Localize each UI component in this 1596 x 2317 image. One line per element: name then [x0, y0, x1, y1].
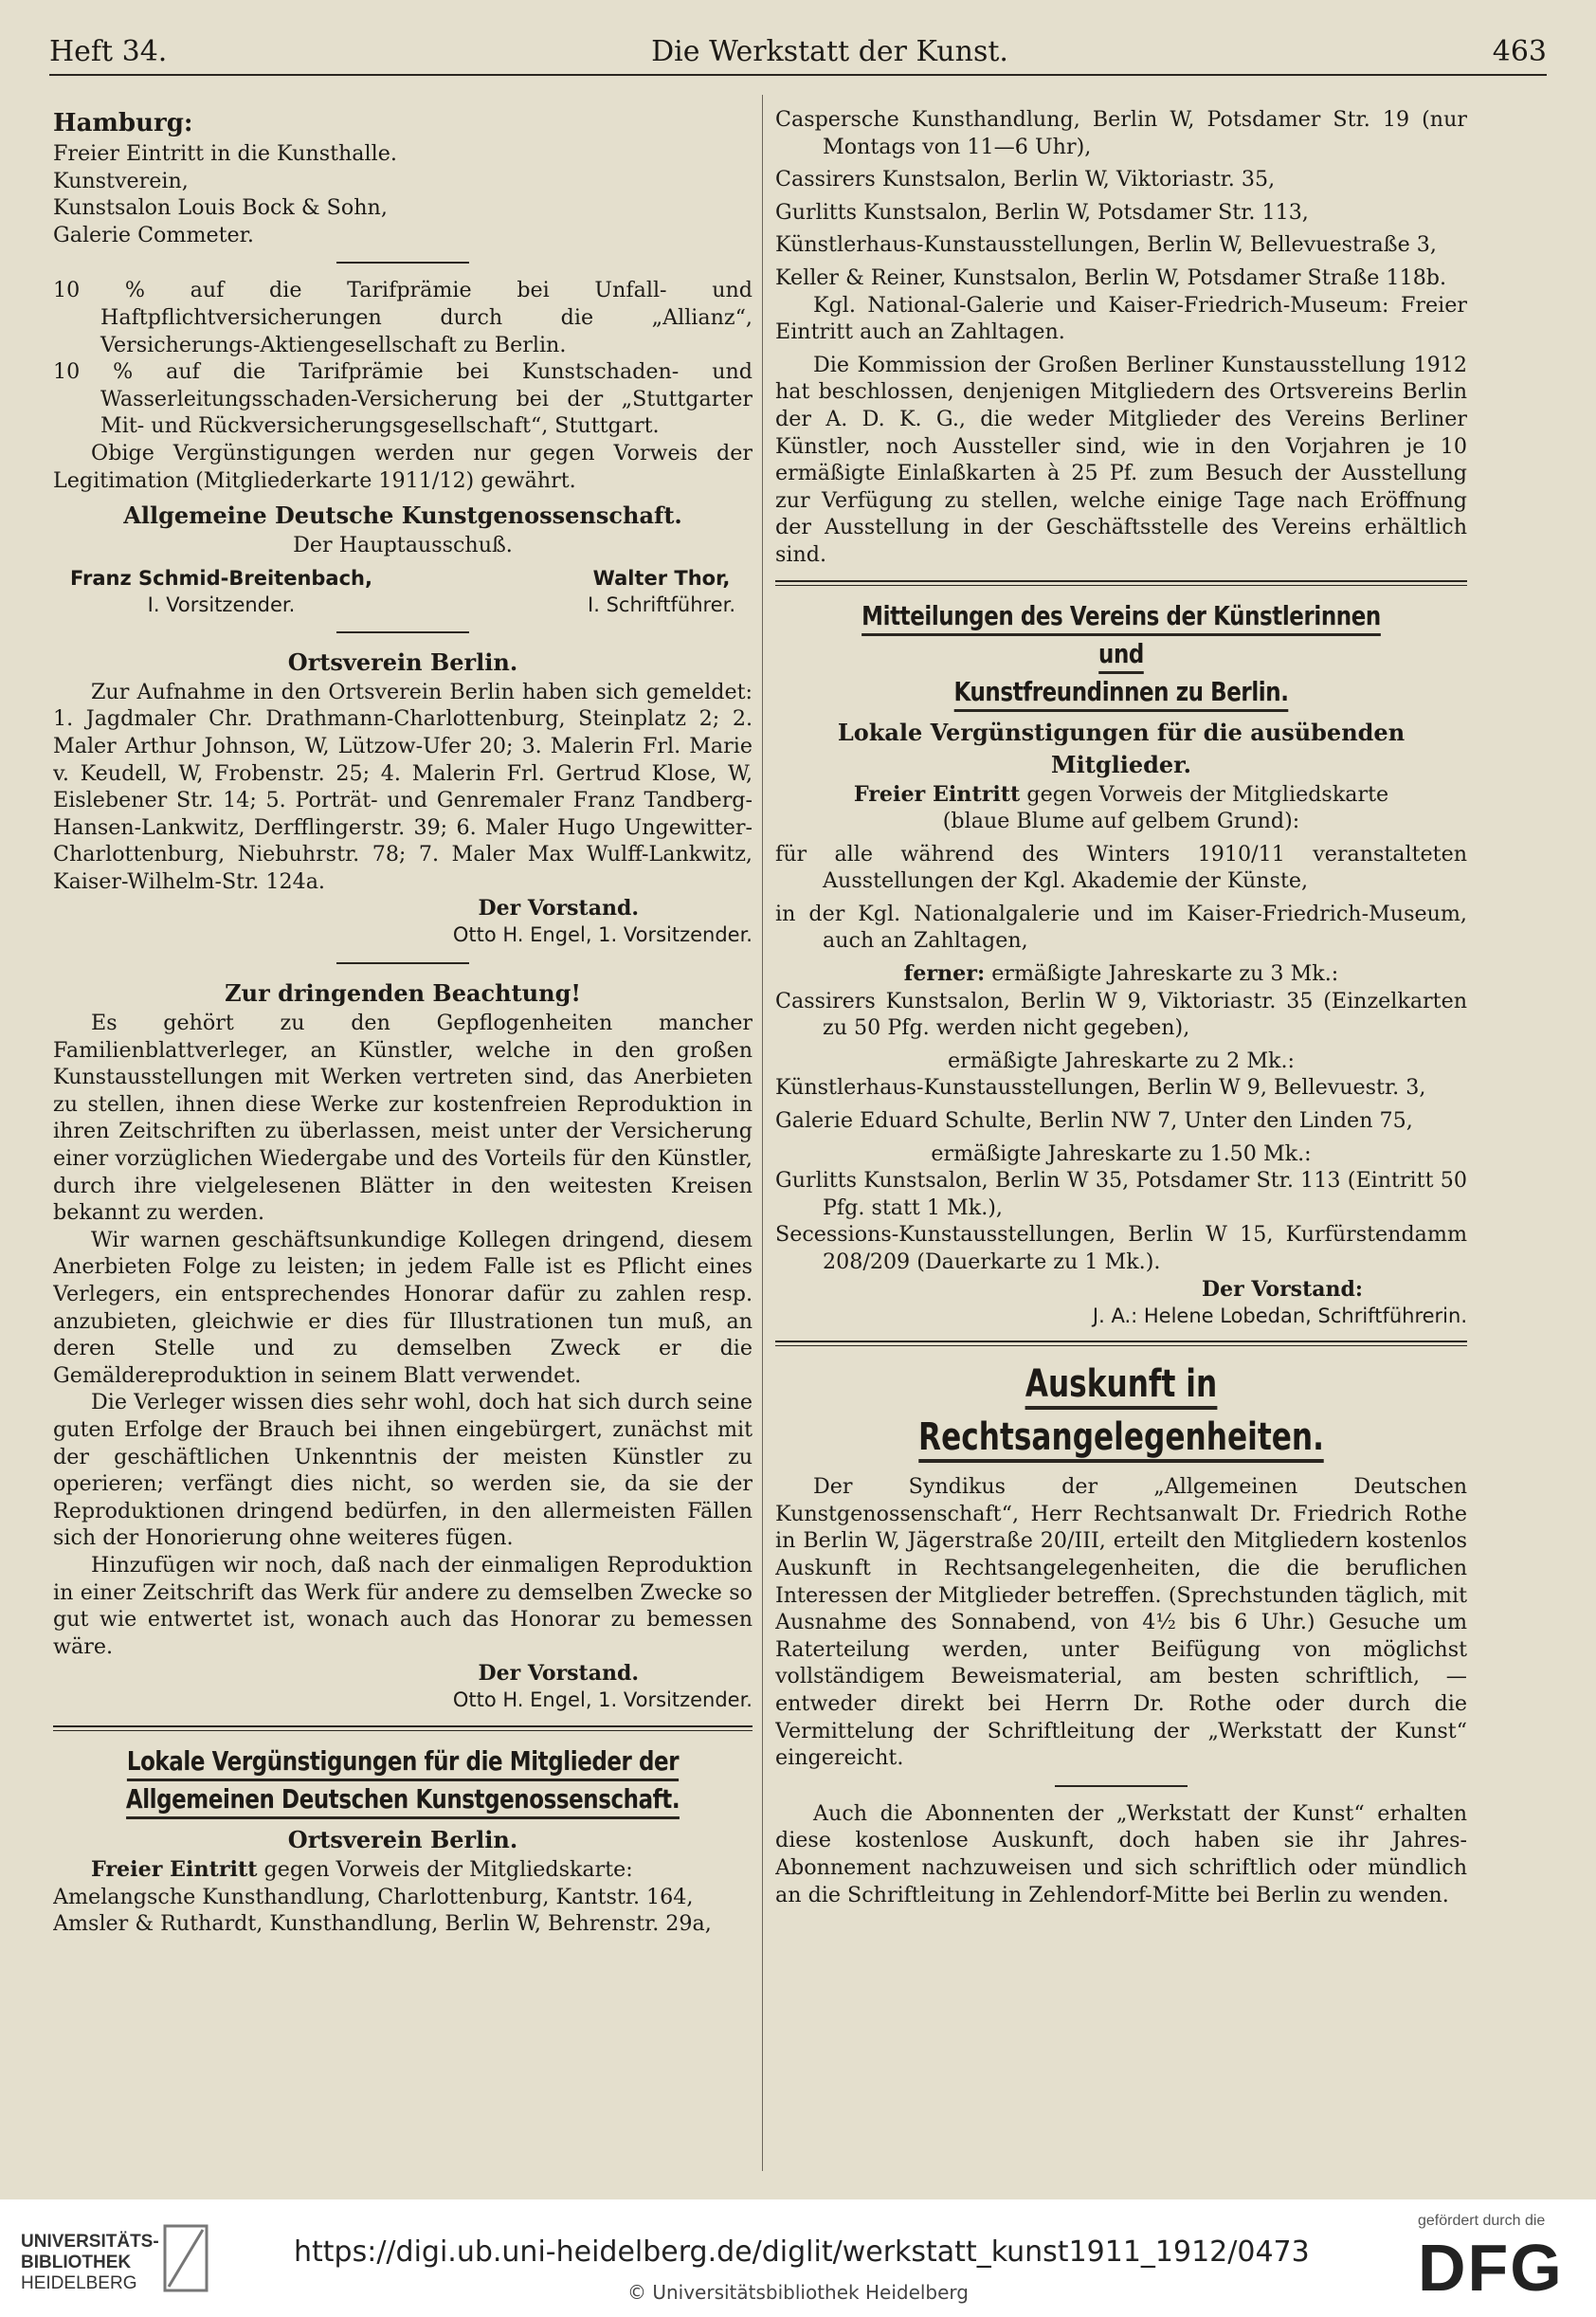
- auskunft-title: Auskunft in Rechtsangelegenheiten.: [851, 1358, 1390, 1464]
- vorstand-signature: Der Vorstand:: [1202, 1276, 1363, 1302]
- vorstand-signature: Der Vorstand.: [478, 896, 639, 921]
- hamburg-heading: Hamburg:: [53, 109, 193, 137]
- mitteilungen-title: Kunstfreundinnen zu Berlin.: [838, 673, 1406, 711]
- vorstand-signature: Der Vorstand.: [478, 1661, 639, 1687]
- amelang-entry: Amelangsche Kunsthandlung, Charlottenburg, Kantstr. 164,: [53, 1884, 694, 1909]
- ortsverein-members: Zur Aufnahme in den Ortsverein Berlin haben sich gemeldet: 1. Jagdmaler Chr. Drathmann-Charlottenburg, Steinplatz 2; 2. Maler Arthur Johnson, W, Lützow-Ufer 20; 3. Malerin Frl. Marie v. Keudell, W, Frobenstr. 25; 4. Malerin Frl. Gertrud Klose, W, Eislebener Str. 14; 5. Porträt- und Genremaler Franz Tandberg-Hansen-Lankwitz, Derfflingerstr. 39; 6. Maler Hugo Ungewitter-Charlottenburg, Niebuhrstr. 78; 7. Maler Max Wulff-Lankwitz, Kaiser-Wilhelm-Str. 124a.: [53, 679, 753, 894]
- winter-entry: für alle während des Winters 1910/11 veranstalteten Ausstellungen der Kgl. Akademie der Künste,: [775, 841, 1467, 894]
- ferner-line: ferner: ermäßigte Jahreskarte zu 3 Mk.:: [903, 961, 1339, 987]
- kuenstlerhaus-entry: Künstlerhaus-Kunstausstellungen, Berlin W 9, Bellevuestr. 3,: [775, 1075, 1426, 1101]
- schulte-entry: Galerie Eduard Schulte, Berlin NW 7, Unter den Linden 75,: [775, 1108, 1413, 1134]
- beachtung-paragraph: Hinzufügen wir noch, daß nach der einmaligen Reproduktion in einer Zeitschrift das Werk für andere zu demselben Zwecke so gut wie entwertet ist, wonach auch das Honorar zu bemessen wäre.: [53, 1552, 753, 1659]
- casper-entry: Caspersche Kunsthandlung, Berlin W, Potsdamer Str. 19 (nur Montags von 11—6 Uhr),: [775, 107, 1467, 159]
- running-header: [49, 34, 1547, 76]
- signature-name: Franz Schmid-Breitenbach,: [70, 566, 372, 590]
- kuenstlerhaus-entry: Künstlerhaus-Kunstausstellungen, Berlin W, Bellevuestraße 3,: [775, 232, 1437, 258]
- university-library-logo: UNIVERSITÄTS- BIBLIOTHEK HEIDELBERG: [21, 2232, 159, 2293]
- engel-signature: Otto H. Engel, 1. Vorsitzender.: [452, 923, 753, 947]
- section-rule: [53, 1725, 753, 1731]
- issue-number: Heft 34.: [49, 35, 168, 68]
- lokale-heading: Lokale Vergünstigungen für die ausübenden Mitglieder.: [837, 718, 1406, 778]
- section-rule: [775, 580, 1467, 586]
- lokale-title: Lokale Vergünstigungen für die Mitglieder der: [116, 1742, 689, 1780]
- right-column: [775, 106, 1467, 1908]
- beachtung-paragraph: Wir warnen geschäftsunkundige Kollegen dringend, diesem Anerbieten Folge zu leisten; in jedem Falle ist es Pflicht eines Verlegers, ein entsprechendes Honorar dafür zu zahlen resp. anzubieten, gleichwie er dies für Illustrationen tun muß, an deren Stelle und zu demselben Zweck er die Gemäldereproduktion in seinem Blatt verwendet.: [53, 1227, 753, 1388]
- engel-signature: Otto H. Engel, 1. Vorsitzender.: [452, 1688, 753, 1712]
- signatures: [53, 565, 753, 618]
- ermaessigt-line: ermäßigte Jahreskarte zu 2 Mk.:: [947, 1048, 1296, 1073]
- permalink-url[interactable]: https://digi.ub.uni-heidelberg.de/diglit/werkstatt_kunst1911_1912/0473: [294, 2235, 1310, 2269]
- lokale-title: Allgemeinen Deutschen Kunstgenossenschaft.: [116, 1780, 689, 1818]
- separator: [336, 262, 469, 264]
- separator: [336, 962, 469, 964]
- freier-eintritt-line: Freier Eintritt gegen Vorweis der Mitgliedskarte:: [91, 1856, 633, 1882]
- separator: [336, 631, 469, 633]
- nationalgalerie-entry: in der Kgl. Nationalgalerie und im Kaiser-Friedrich-Museum, auch an Zahltagen,: [775, 901, 1467, 954]
- separator: [1055, 1785, 1188, 1787]
- beachtung-paragraph: Es gehört zu den Gepflogenheiten mancher Familienblattverleger, an Künstler, welche in den großen Kunstausstellungen mit Werken vertreten sind, das Anerbieten zu stellen, ihnen diese Werke zur kostenfreien Reproduktion in ihren Zeitschriften zu überlassen, meist unter der Versicherung einer vorzüglichen Wiedergabe und des Vorteils für den Künstler, durch ihre vielgelesenen Blätter in den weitesten Kreisen bekannt zu werden.: [53, 1011, 753, 1226]
- dfg-note: gefördert durch die: [1418, 2213, 1546, 2229]
- gurlitt-entry: Gurlitts Kunstsalon, Berlin W, Potsdamer Str. 113,: [775, 199, 1309, 225]
- auskunft-paragraph: Auch die Abonnenten der „Werkstatt der Kunst“ erhalten diese kostenlose Auskunft, doch haben sie ihr Jahres-Abonnement nachzuweisen und sich schriftlich oder mündlich an die Schriftleitung in Zehlendorf-Mitte bei Berlin zu wenden.: [775, 1800, 1467, 1907]
- ermaessigt-line: ermäßigte Jahreskarte zu 1.50 Mk.:: [931, 1140, 1312, 1166]
- beachtung-paragraph: Die Verleger wissen dies sehr wohl, doch hat sich durch seine guten Erfolge der Brauch bei ihnen eingebürgert, zunächst mit der geschäftlichen Unkenntnis der meisten Künstler zu operieren; verfängt dies nicht, so werden sie, da sie der Reproduktionen dringend bedürfen, in den allermeisten Fällen sich der Honorierung ohne weiteres fügen.: [53, 1390, 753, 1551]
- lobedan-signature: J. A.: Helene Lobedan, Schriftführerin.: [1092, 1304, 1467, 1327]
- dfg-logo: DFG: [1418, 2231, 1564, 2305]
- left-column: [53, 106, 753, 1938]
- cassirer-entry: Cassirers Kunstsalon, Berlin W 9, Viktoriastr. 35 (Einzelkarten zu 50 Pfg. werden nicht gegeben),: [775, 988, 1467, 1041]
- freier-eintritt-sub: (blaue Blume auf gelbem Grund):: [942, 809, 1300, 834]
- column-divider: [762, 95, 763, 2171]
- viewer-footer: [0, 2199, 1596, 2317]
- signature-role: I. Vorsitzender.: [147, 593, 296, 616]
- freier-eintritt-line: Freier Eintritt gegen Vorweis der Mitgliedskarte: [853, 781, 1389, 807]
- nationalgalerie-entry: Kgl. National-Galerie und Kaiser-Friedrich-Museum: Freier Eintritt auch an Zahltagen.: [775, 292, 1467, 345]
- hamburg-list: Freier Eintritt in die Kunsthalle. Kunstverein, Kunstsalon Louis Bock & Sohn, Galerie Commeter.: [53, 141, 397, 247]
- allianz-text: 10 % auf die Tarifprämie bei Unfall- und Haftpflichtversicherungen durch die „Allianz“, Versicherungs-Aktiengesellschaft zu Berlin.: [53, 278, 753, 357]
- page-number: 463: [1492, 35, 1547, 68]
- journal-title: Die Werkstatt der Kunst.: [651, 35, 1008, 68]
- mitteilungen-title: Mitteilungen des Vereins der Künstlerinnen und: [838, 597, 1406, 673]
- agd-heading: Allgemeine Deutsche Kunstgenossenschaft.: [123, 502, 682, 530]
- stuttgarter-text: 10 % auf die Tarifprämie bei Kunstschaden- und Wasserleitungsschaden-Versicherung bei der „Stuttgarter Mit- und Rückversicherungsgesellschaft“, Stuttgart.: [53, 359, 753, 439]
- gurlitt-entry: Gurlitts Kunstsalon, Berlin W 35, Potsdamer Str. 113 (Eintritt 50 Pfg. statt 1 Mk.),: [775, 1168, 1467, 1220]
- legitimation-text: Obige Vergünstigungen werden nur gegen Vorweis der Legitimation (Mitgliederkarte 1911/12) gewährt.: [53, 440, 753, 493]
- kommission-text: Die Kommission der Großen Berliner Kunstausstellung 1912 hat beschlossen, denjenigen Mitgliedern des Ortsvereins Berlin der A. D. K. G., die weder Mitglieder des Vereins Berliner Künstler, noch Aussteller sind, wie in den Vorjahren je 10 ermäßigte Einlaßkarten à 25 Pf. zum Besuch der Ausstellung zur Verfügung zu stellen, welche einige Tage nach Eröffnung der Ausstellung in der Geschäftsstelle des Vereins erhältlich sind.: [775, 352, 1467, 567]
- signature-name: Walter Thor,: [592, 566, 731, 590]
- signature-role: I. Schriftführer.: [588, 593, 735, 616]
- beachtung-heading: Zur dringenden Beachtung!: [225, 979, 581, 1008]
- hauptausschuss: Der Hauptausschuß.: [293, 533, 513, 558]
- amsler-entry: Amsler & Ruthardt, Kunsthandlung, Berlin W, Behrenstr. 29a,: [53, 1911, 712, 1937]
- auskunft-paragraph: Der Syndikus der „Allgemeinen Deutschen Kunstgenossenschaft“, Herr Rechtsanwalt Dr. Friedrich Rothe in Berlin W, Jägerstraße 20/III, erteilt den Mitgliedern kostenlos Auskunft in Rechtsangelegenheiten, die die beruflichen Interessen der Mitglieder betreffen. (Sprechstunden täglich, mit Ausnahme des Sonnabend, von 4½ bis 6 Uhr.) Gesuche um Raterteilung werden, unter Beifügung von möglichst vollständigem Beweismaterial, am besten schriftlich, — entweder direkt bei Herrn Dr. Rothe oder durch die Vermittelung der Schriftleitung der „Werkstatt der Kunst“ eingereicht.: [775, 1474, 1467, 1771]
- copyright: © Universitätsbibliothek Heidelberg: [626, 2281, 969, 2304]
- secession-entry: Secessions-Kunstausstellungen, Berlin W 15, Kurfürstendamm 208/209 (Dauerkarte zu 1 Mk.).: [775, 1222, 1467, 1274]
- ortsverein-heading: Ortsverein Berlin.: [287, 1825, 518, 1853]
- cassirer-entry: Cassirers Kunstsalon, Berlin W, Viktoriastr. 35,: [775, 167, 1276, 192]
- section-rule: [775, 1341, 1467, 1346]
- ortsverein-heading: Ortsverein Berlin.: [287, 648, 518, 676]
- keller-entry: Keller & Reiner, Kunstsalon, Berlin W, Potsdamer Straße 118b.: [775, 265, 1447, 290]
